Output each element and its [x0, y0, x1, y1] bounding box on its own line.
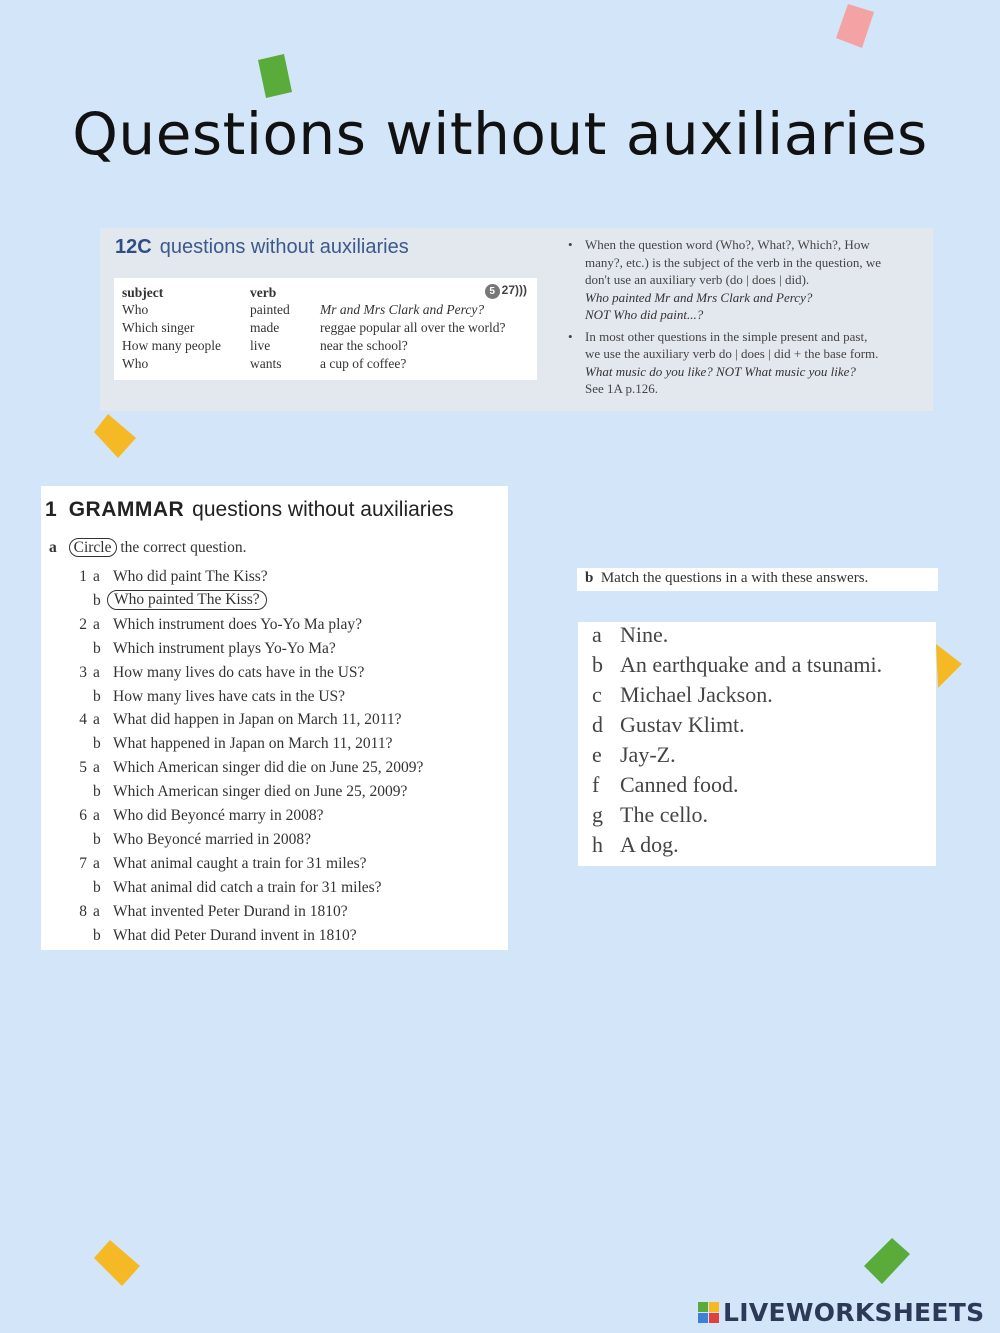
- exercise-instruction: [49, 539, 246, 557]
- row-verb: live: [250, 338, 271, 353]
- reference-table: [114, 278, 537, 380]
- answer-letter: h: [592, 832, 603, 857]
- row-subject: How many people: [122, 338, 221, 353]
- row-rest: a cup of coffee?: [320, 356, 407, 371]
- logo-text: LIVEWORKSHEETS: [723, 1298, 985, 1327]
- question-text[interactable]: How many lives do cats have in the US?: [113, 663, 365, 681]
- answer-text: Nine.: [620, 622, 669, 647]
- question-row[interactable]: [41, 879, 508, 901]
- row-subject: Who: [122, 302, 149, 317]
- answer-text: A dog.: [620, 832, 679, 857]
- note-line: When the question word (Who?, What?, Which?, How: [585, 237, 870, 252]
- question-text[interactable]: Who Beyoncé married in 2008?: [113, 830, 311, 848]
- option-letter: a: [93, 615, 100, 633]
- question-row[interactable]: [41, 711, 508, 733]
- question-row[interactable]: [41, 616, 508, 638]
- option-letter: a: [93, 663, 100, 681]
- answer-text: Gustav Klimt.: [620, 712, 745, 737]
- reference-notes: [568, 236, 923, 398]
- question-text[interactable]: Which instrument plays Yo-Yo Ma?: [113, 639, 336, 657]
- answer-text: Canned food.: [620, 772, 739, 797]
- question-text[interactable]: Which instrument does Yo-Yo Ma play?: [113, 615, 362, 633]
- note-line: we use the auxiliary verb do | does | did + the base form.: [585, 346, 879, 361]
- confetti-green-bottom-right: [860, 1236, 914, 1288]
- question-text[interactable]: What happened in Japan on March 11, 2011?: [113, 735, 393, 753]
- exercise-number: 1: [45, 498, 57, 521]
- row-subject: Who: [122, 356, 149, 371]
- exercise-heading: [45, 498, 454, 522]
- confetti-green-top: [254, 52, 294, 102]
- note-example: What music do you like? NOT What music you like?: [585, 363, 856, 379]
- question-text[interactable]: Which American singer died on June 25, 2009?: [113, 783, 408, 801]
- question-number: 2: [79, 615, 87, 633]
- question-row[interactable]: [41, 688, 508, 710]
- confetti-pink-top-right: [834, 2, 878, 50]
- audio-track[interactable]: 5 27))): [485, 283, 527, 299]
- grammar-reference-panel: [100, 228, 933, 411]
- liveworksheets-logo[interactable]: [698, 1298, 984, 1327]
- note-line: In most other questions in the simple present and past,: [585, 328, 868, 344]
- row-rest: near the school?: [320, 338, 408, 353]
- part-letter: a: [49, 539, 57, 556]
- grammar-exercise: [41, 486, 508, 950]
- part-b-instruction: [577, 568, 938, 591]
- question-text[interactable]: What animal caught a train for 31 miles?: [113, 854, 367, 872]
- question-row[interactable]: [41, 735, 508, 757]
- row-verb: wants: [250, 356, 282, 371]
- circled-question-text[interactable]: Who painted The Kiss?: [107, 590, 267, 610]
- row-subject: Which singer: [122, 320, 195, 335]
- option-letter: a: [93, 902, 100, 920]
- option-letter: b: [93, 926, 101, 944]
- option-letter: a: [93, 568, 100, 585]
- answer-text: An earthquake and a tsunami.: [620, 652, 883, 677]
- page-title: Questions without auxiliaries: [72, 100, 928, 168]
- reference-heading: [115, 236, 409, 259]
- question-row[interactable]: [41, 807, 508, 829]
- answer-letter: c: [592, 682, 602, 707]
- reference-title: questions without auxiliaries: [159, 236, 409, 258]
- audio-icon: 5: [485, 284, 500, 299]
- row-verb: made: [250, 320, 280, 335]
- answer-text: The cello.: [620, 802, 708, 827]
- option-letter: b: [93, 783, 101, 801]
- question-row[interactable]: [41, 568, 508, 590]
- circle-word: Circle: [69, 538, 117, 557]
- note-line: don't use an auxiliary verb (do | does | did).: [585, 272, 810, 287]
- row-rest: Mr and Mrs Clark and Percy?: [320, 302, 485, 317]
- option-letter: a: [93, 711, 100, 729]
- question-text[interactable]: What did happen in Japan on March 11, 2011?: [113, 711, 402, 729]
- answer-text: Jay-Z.: [620, 742, 676, 767]
- answer-letter: g: [592, 802, 603, 827]
- reference-code: 12C: [115, 236, 152, 258]
- answer-letter: d: [592, 712, 603, 737]
- exercise-section: GRAMMAR: [68, 498, 185, 521]
- question-row[interactable]: [41, 592, 508, 614]
- answers-list: [578, 622, 936, 866]
- part-letter: b: [585, 570, 594, 586]
- question-row[interactable]: [41, 855, 508, 877]
- header-verb: verb: [250, 285, 277, 300]
- question-row[interactable]: [41, 927, 508, 949]
- option-letter: a: [93, 759, 100, 777]
- question-row[interactable]: [41, 903, 508, 925]
- note-example: NOT Who did paint...?: [585, 307, 704, 322]
- logo-icon: [698, 1302, 720, 1324]
- bullet-icon: •: [568, 328, 573, 344]
- question-number: 8: [79, 902, 87, 920]
- question-text[interactable]: How many lives have cats in the US?: [113, 687, 346, 705]
- question-row[interactable]: [41, 640, 508, 662]
- row-rest: reggae popular all over the world?: [320, 320, 506, 335]
- question-row[interactable]: [41, 759, 508, 781]
- question-text[interactable]: Who did paint The Kiss?: [113, 568, 268, 585]
- question-row[interactable]: [41, 783, 508, 805]
- option-letter: b: [93, 639, 101, 657]
- option-letter: b: [93, 591, 101, 609]
- header-subject: subject: [122, 285, 164, 300]
- question-text[interactable]: What animal did catch a train for 31 miles?: [113, 878, 382, 896]
- question-text[interactable]: What did Peter Durand invent in 1810?: [113, 926, 357, 944]
- row-verb: painted: [250, 302, 290, 317]
- note-line: many?, etc.) is the subject of the verb in the question, we: [585, 254, 882, 270]
- answer-letter: b: [592, 652, 603, 677]
- question-text[interactable]: Which American singer did die on June 25, 2009?: [113, 759, 424, 777]
- question-number: 7: [79, 854, 87, 872]
- instruction-text: Match the questions in a with these answers.: [600, 570, 869, 586]
- instruction-text: the correct question.: [120, 539, 247, 556]
- note-example: Who painted Mr and Mrs Clark and Percy?: [585, 289, 813, 305]
- bullet-icon: •: [568, 237, 573, 252]
- option-letter: a: [93, 807, 100, 824]
- answer-letter: e: [592, 742, 602, 767]
- question-row[interactable]: [41, 664, 508, 686]
- question-number: 1: [79, 568, 87, 585]
- answer-letter: a: [592, 622, 602, 647]
- confetti-yellow-left: [92, 410, 142, 460]
- note-line: See 1A p.126.: [585, 381, 658, 396]
- question-text[interactable]: Who did Beyoncé marry in 2008?: [113, 807, 324, 824]
- audio-track-number: 27: [501, 283, 515, 297]
- question-number: 5: [79, 759, 87, 777]
- question-number: 4: [79, 711, 87, 729]
- question-number: 3: [79, 663, 87, 681]
- option-letter: b: [93, 830, 101, 848]
- exercise-title: questions without auxiliaries: [192, 498, 454, 521]
- option-letter: b: [93, 878, 101, 896]
- answer-text: Michael Jackson.: [620, 682, 773, 707]
- confetti-yellow-bottom-left: [92, 1238, 144, 1288]
- answer-letter: f: [592, 772, 600, 797]
- option-letter: a: [93, 854, 100, 872]
- option-letter: b: [93, 687, 101, 705]
- question-text[interactable]: What invented Peter Durand in 1810?: [113, 902, 348, 920]
- question-number: 6: [79, 807, 87, 824]
- option-letter: b: [93, 735, 101, 753]
- question-row[interactable]: [41, 831, 508, 853]
